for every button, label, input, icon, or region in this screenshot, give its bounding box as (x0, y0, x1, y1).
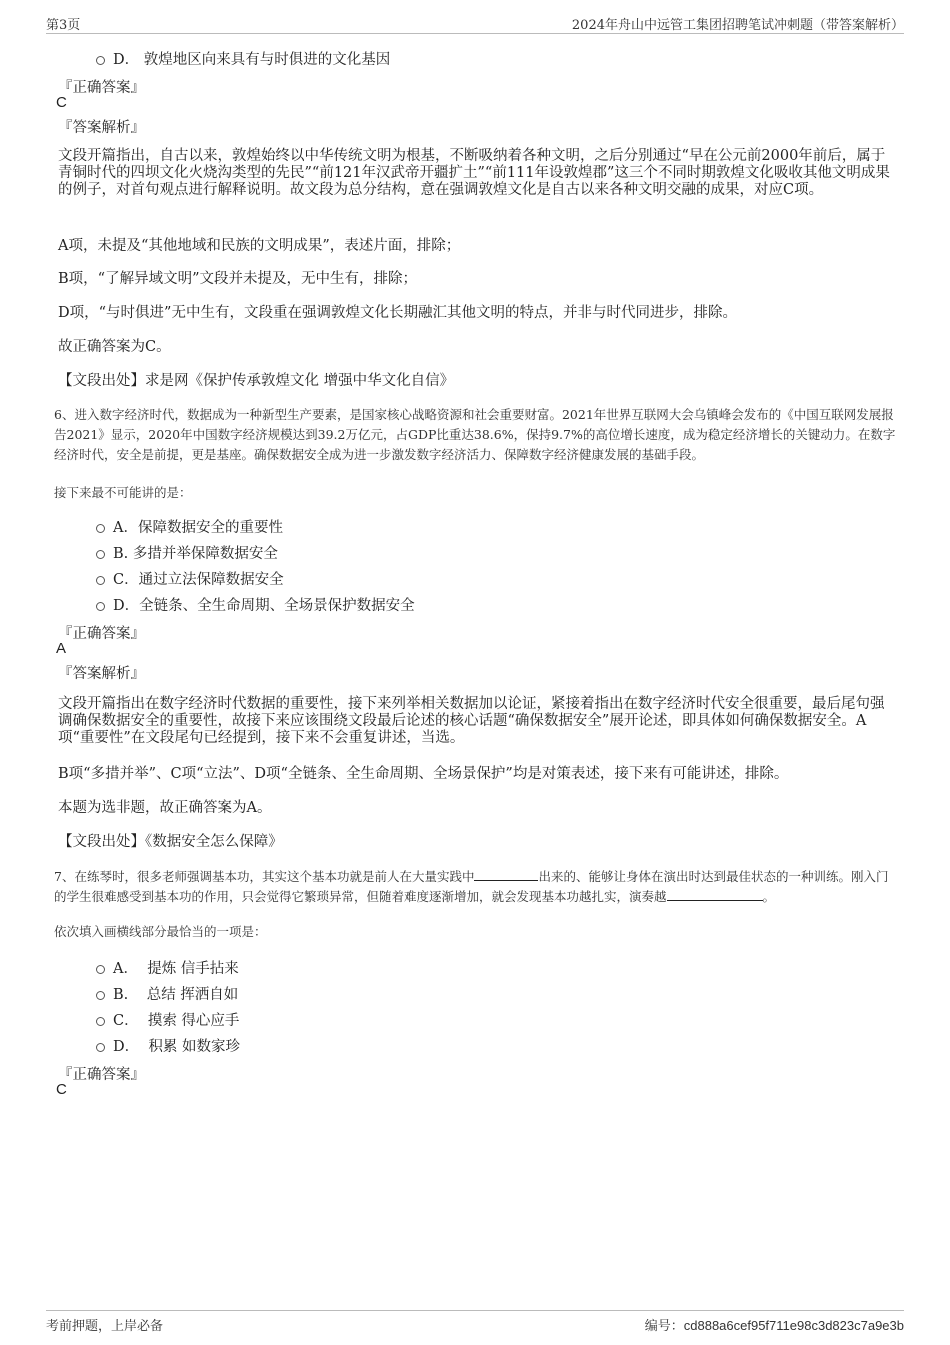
radio-icon[interactable] (96, 524, 105, 533)
answer-label: 『正确答案』 (58, 80, 145, 96)
footer-slogan: 考前押题，上岸必备 (46, 1319, 164, 1334)
radio-icon[interactable] (96, 550, 105, 559)
radio-icon[interactable] (96, 602, 105, 611)
option-label: A．保障数据安全的重要性 (113, 520, 283, 536)
option-label: C．通过立法保障数据安全 (113, 572, 284, 588)
correct-answer: A (56, 640, 67, 657)
document-id (645, 1315, 904, 1334)
page-number: 第3页 (46, 18, 81, 33)
radio-icon[interactable] (96, 991, 105, 1000)
radio-icon[interactable] (96, 965, 105, 974)
analysis-paragraph: 本题为选非题，故正确答案为A。 (58, 800, 272, 816)
q5-option-d[interactable] (96, 48, 390, 69)
fill-blank-2 (667, 889, 763, 901)
option-label: D． 敦煌地区向来具有与时俱进的文化基因 (113, 52, 391, 68)
analysis-paragraph: B项，“了解异域文明”文段并未提及，无中生有，排除； (58, 271, 417, 287)
analysis-paragraph: A项，未提及“其他地域和民族的文明成果”，表述片面，排除； (58, 238, 461, 254)
q7-option-d[interactable] (96, 1035, 240, 1056)
page-header (46, 14, 904, 34)
analysis-paragraph: B项“多措并举”、C项“立法”、D项“全链条、全生命周期、全场景保护”均是对策表述，接下来有可能讲述，排除。 (58, 766, 789, 782)
q7-option-b[interactable] (96, 983, 238, 1004)
stem-text: 7、在练琴时，很多老师强调基本功，其实这个基本功就是前人在大量实践中 (54, 869, 475, 884)
radio-icon[interactable] (96, 1017, 105, 1026)
q7-option-a[interactable] (96, 957, 239, 978)
document-title: 2024年舟山中远管工集团招聘笔试冲刺题（带答案解析） (571, 18, 904, 33)
question-prompt: 接下来最不可能讲的是： (54, 485, 192, 500)
analysis-paragraph: 文段开篇指出在数字经济时代数据的重要性，接下来列举相关数据加以论证，紧接着指出在数字经济时代安全很重要，最后尾句强调确保数据安全的重要性，故接下来应该围绕文段最后论述的核心话题“确保数据安全”展开论述，即具体如何确保数据安全。A项“重要性”在文段尾句已经提到，接下来不会重复讲述，当选。 (58, 696, 885, 746)
analysis-paragraph: 文段开篇指出，自古以来，敦煌始终以中华传统文明为根基，不断吸纳着各种文明，之后分别通过“早在公元前2000年前后，属于青铜时代的四坝文化火烧沟类型的先民”“前121年汉武帝开疆扩土”“前111年设敦煌郡”这三个不同时期敦煌文化吸收其他文明成果的例子，对首句观点进行解释说明。故文段为总分结构，意在强调敦煌文化是自古以来各种文明交融的成果，对应C项。 (58, 148, 890, 198)
question-prompt: 依次填入画横线部分最恰当的一项是： (54, 924, 267, 939)
option-label: B. 多措并举保障数据安全 (113, 546, 278, 562)
page-footer (46, 1310, 904, 1334)
source-citation: 【文段出处】求是网《保护传承敦煌文化 增强中华文化自信》 (58, 373, 455, 389)
q6-option-d[interactable] (96, 594, 415, 615)
radio-icon[interactable] (96, 56, 105, 65)
option-label: D．全链条、全生命周期、全场景保护数据安全 (113, 598, 415, 614)
option-label: D． 积累 如数家珍 (113, 1039, 240, 1055)
analysis-paragraph: D项，“与时俱进”无中生有，文段重在强调敦煌文化长期融汇其他文明的特点，并非与时代同进步，排除。 (58, 305, 737, 321)
q6-option-b[interactable] (96, 542, 278, 563)
option-label: C． 摸索 得心应手 (113, 1013, 240, 1029)
radio-icon[interactable] (96, 1043, 105, 1052)
source-citation: 【文段出处】《数据安全怎么保障》 (58, 834, 283, 850)
stem-text: 出来的、能够让身体在演出时达到最佳状态的一种训练。刚入门的学生很难感受到基本功的作用，只会觉得它繁琐异常，但随着难度逐渐增加，就会发现基本功越扎实，演奏越 (54, 869, 889, 904)
stem-text: 。 (762, 889, 776, 904)
analysis-label: 『答案解析』 (58, 666, 145, 682)
analysis-paragraph: 故正确答案为C。 (58, 339, 171, 355)
question-stem (54, 867, 896, 907)
answer-label: 『正确答案』 (58, 626, 145, 642)
radio-icon[interactable] (96, 576, 105, 585)
correct-answer: C (56, 1081, 67, 1098)
correct-answer: C (56, 94, 67, 111)
question-stem: 6、进入数字经济时代，数据成为一种新型生产要素，是国家核心战略资源和社会重要财富。2021年世界互联网大会乌镇峰会发布的《中国互联网发展报告2021》显示，2020年中国数字经济规模达到39.2万亿元，占GDP比重达38.6%，保持9.7%的高位增长速度，成为稳定经济增长的关键动力。在数字经济时代，安全是前提，更是基座。确保数据安全成为进一步激发数字经济活力、保障数字经济健康发展的基础手段。 (54, 407, 896, 462)
answer-label: 『正确答案』 (58, 1067, 145, 1083)
analysis-label: 『答案解析』 (58, 120, 145, 136)
q6-option-c[interactable] (96, 568, 284, 589)
q7-option-c[interactable] (96, 1009, 239, 1030)
code-label: 编号： (644, 1319, 684, 1334)
option-label: A． 提炼 信手拈来 (113, 961, 239, 977)
code-value: cd888a6cef95f711e98c3d823c7a9e3b (683, 1318, 904, 1333)
option-label: B. 总结 挥洒自如 (113, 987, 239, 1003)
fill-blank-1 (474, 869, 538, 881)
q6-option-a[interactable] (96, 516, 283, 537)
